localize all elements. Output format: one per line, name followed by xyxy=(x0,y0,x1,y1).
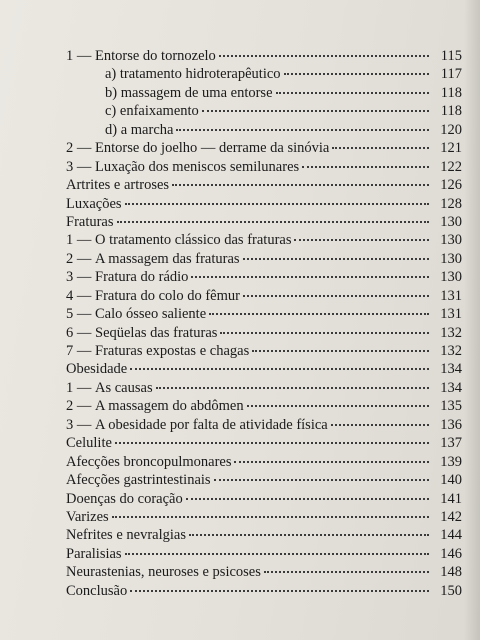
toc-entry-number: d) xyxy=(105,121,118,138)
toc-entry xyxy=(66,195,462,213)
toc-entry-number: 6 — xyxy=(66,324,92,341)
toc-entry xyxy=(66,158,462,176)
toc-entry-number: c) xyxy=(105,103,117,120)
toc-entry xyxy=(66,84,462,102)
toc-entry-number: 2 — xyxy=(66,398,92,415)
toc-entry-title: A massagem do abdômen xyxy=(95,398,244,415)
toc-entry-title: Entorse do joelho — derrame da sinóvia xyxy=(95,140,330,157)
dot-leader xyxy=(172,184,429,186)
toc-entry-number: 2 — xyxy=(66,250,92,267)
toc-entry xyxy=(66,65,462,83)
toc-entry-page-number: 136 xyxy=(440,416,462,433)
toc-entry xyxy=(66,287,462,305)
dot-leader xyxy=(243,258,429,260)
toc-entry xyxy=(66,416,462,434)
toc-entry-page-number: 132 xyxy=(440,343,462,359)
toc-entry xyxy=(66,47,462,65)
toc-entry xyxy=(66,563,462,581)
toc-entry xyxy=(66,508,462,526)
toc-entry-number: 3 — xyxy=(66,416,92,433)
dot-leader xyxy=(202,110,429,112)
toc-entry-page-number: 150 xyxy=(440,582,462,599)
toc-entry xyxy=(66,582,462,600)
toc-entry-number: 7 — xyxy=(66,343,92,359)
toc-entry xyxy=(66,102,462,120)
toc-entry-number: 3 — xyxy=(66,269,92,286)
dot-leader xyxy=(186,498,429,500)
toc-entry-page-number: 130 xyxy=(440,213,462,230)
dot-leader xyxy=(214,479,429,481)
toc-entry-title: A massagem das fraturas xyxy=(95,250,240,267)
page-edge-shadow xyxy=(464,0,480,640)
toc-entry-page-number: 139 xyxy=(440,453,462,470)
toc-entry-title: As causas xyxy=(95,379,153,396)
toc-entry-title: O tratamento clássico das fraturas xyxy=(95,232,292,249)
dot-leader xyxy=(276,92,429,94)
toc-entry-title: Entorse do tornozelo xyxy=(95,48,216,64)
toc-entry-title: a marcha xyxy=(120,121,174,138)
toc-entry-page-number: 128 xyxy=(440,195,462,212)
toc-entry-title: Nefrites e nevralgias xyxy=(66,527,186,544)
dot-leader xyxy=(247,405,429,407)
toc-entry-number: b) xyxy=(105,84,118,101)
toc-entry xyxy=(66,268,462,286)
toc-entry-number: 1 — xyxy=(66,379,92,396)
dot-leader xyxy=(156,387,429,389)
table-of-contents xyxy=(66,47,462,600)
toc-entry xyxy=(66,471,462,489)
toc-entry-page-number: 132 xyxy=(440,324,462,341)
toc-entry-title: Afecções gastrintestinais xyxy=(66,472,211,489)
dot-leader xyxy=(191,276,429,278)
toc-entry xyxy=(66,139,462,157)
dot-leader xyxy=(209,313,429,315)
toc-entry-page-number: 131 xyxy=(440,287,462,304)
toc-entry-number: a) xyxy=(105,66,117,83)
toc-entry xyxy=(66,453,462,471)
toc-entry xyxy=(66,324,462,342)
toc-entry xyxy=(66,342,462,360)
toc-entry-page-number: 134 xyxy=(440,379,462,396)
dot-leader xyxy=(332,147,429,149)
dot-leader xyxy=(115,442,429,444)
toc-entry-title: Luxações xyxy=(66,195,122,212)
toc-entry xyxy=(66,545,462,563)
toc-entry-number: 5 — xyxy=(66,306,92,323)
toc-entry-page-number: 140 xyxy=(440,472,462,489)
toc-entry-number: 1 — xyxy=(66,232,92,249)
toc-entry-page-number: 134 xyxy=(440,361,462,378)
dot-leader xyxy=(243,295,429,297)
toc-entry-page-number: 144 xyxy=(440,527,462,544)
toc-entry-title: Seqüelas das fraturas xyxy=(95,324,218,341)
toc-entry xyxy=(66,213,462,231)
toc-entry-title: tratamento hidroterapêutico xyxy=(119,66,281,83)
dot-leader xyxy=(125,553,429,555)
toc-entry xyxy=(66,397,462,415)
toc-entry-page-number: 130 xyxy=(440,232,462,249)
dot-leader xyxy=(284,73,429,75)
toc-entry xyxy=(66,305,462,323)
toc-entry-title: Luxação dos meniscos semilunares xyxy=(95,158,300,175)
toc-entry-title: Fraturas xyxy=(66,213,114,230)
toc-entry-number: 1 — xyxy=(66,48,92,64)
dot-leader xyxy=(130,368,429,370)
toc-entry-page-number: 122 xyxy=(440,158,462,175)
dot-leader xyxy=(220,332,429,334)
toc-entry-page-number: 141 xyxy=(440,490,462,507)
toc-entry-title: Conclusão xyxy=(66,582,128,599)
dot-leader xyxy=(252,350,429,352)
toc-entry-page-number: 115 xyxy=(440,48,462,64)
dot-leader xyxy=(112,516,429,518)
toc-entry-page-number: 146 xyxy=(440,545,462,562)
toc-entry-title: Artrites e artroses xyxy=(66,177,170,194)
dot-leader xyxy=(234,461,429,463)
toc-entry xyxy=(66,360,462,378)
toc-entry-title: Calo ósseo saliente xyxy=(95,306,207,323)
toc-entry-title: Obesidade xyxy=(66,361,128,378)
dot-leader xyxy=(176,129,429,131)
toc-entry xyxy=(66,176,462,194)
dot-leader xyxy=(130,590,429,592)
toc-entry-number: 2 — xyxy=(66,140,92,157)
toc-entry-number: 3 — xyxy=(66,158,92,175)
dot-leader xyxy=(189,534,429,536)
toc-entry-number: 4 — xyxy=(66,287,92,304)
toc-entry-page-number: 130 xyxy=(440,269,462,286)
toc-entry-title: enfaixamento xyxy=(119,103,199,120)
dot-leader xyxy=(294,239,429,241)
toc-entry-title: Fratura do rádio xyxy=(95,269,189,286)
toc-entry-title: Varizes xyxy=(66,508,109,525)
toc-entry-page-number: 118 xyxy=(440,103,462,120)
toc-entry-title: massagem de uma entorse xyxy=(120,84,273,101)
dot-leader xyxy=(264,571,429,573)
toc-entry xyxy=(66,526,462,544)
toc-entry-page-number: 142 xyxy=(440,508,462,525)
toc-entry xyxy=(66,250,462,268)
dot-leader xyxy=(125,203,429,205)
toc-entry-page-number: 117 xyxy=(440,66,462,83)
toc-entry xyxy=(66,490,462,508)
toc-entry xyxy=(66,434,462,452)
toc-entry-title: Afecções broncopulmonares xyxy=(66,453,232,470)
toc-entry-page-number: 130 xyxy=(440,250,462,267)
toc-entry-page-number: 148 xyxy=(440,564,462,581)
dot-leader xyxy=(331,424,429,426)
toc-entry-title: Fratura do colo do fêmur xyxy=(95,287,240,304)
toc-entry-page-number: 118 xyxy=(440,84,462,101)
toc-entry xyxy=(66,121,462,139)
toc-entry-title: Celulite xyxy=(66,435,112,452)
toc-entry-page-number: 137 xyxy=(440,435,462,452)
toc-entry-title: Doenças do coração xyxy=(66,490,183,507)
toc-entry-page-number: 121 xyxy=(440,140,462,157)
toc-entry-title: Neurastenias, neuroses e psicoses xyxy=(66,564,261,581)
toc-entry-title: Fraturas expostas e chagas xyxy=(95,343,250,359)
toc-entry-title: Paralisias xyxy=(66,545,122,562)
toc-entry-page-number: 135 xyxy=(440,398,462,415)
toc-entry xyxy=(66,231,462,249)
toc-entry-title: A obesidade por falta de atividade física xyxy=(95,416,328,433)
toc-entry-page-number: 131 xyxy=(440,306,462,323)
dot-leader xyxy=(219,55,429,57)
toc-entry xyxy=(66,379,462,397)
dot-leader xyxy=(117,221,429,223)
toc-entry-page-number: 126 xyxy=(440,177,462,194)
dot-leader xyxy=(302,166,429,168)
toc-entry-page-number: 120 xyxy=(440,121,462,138)
